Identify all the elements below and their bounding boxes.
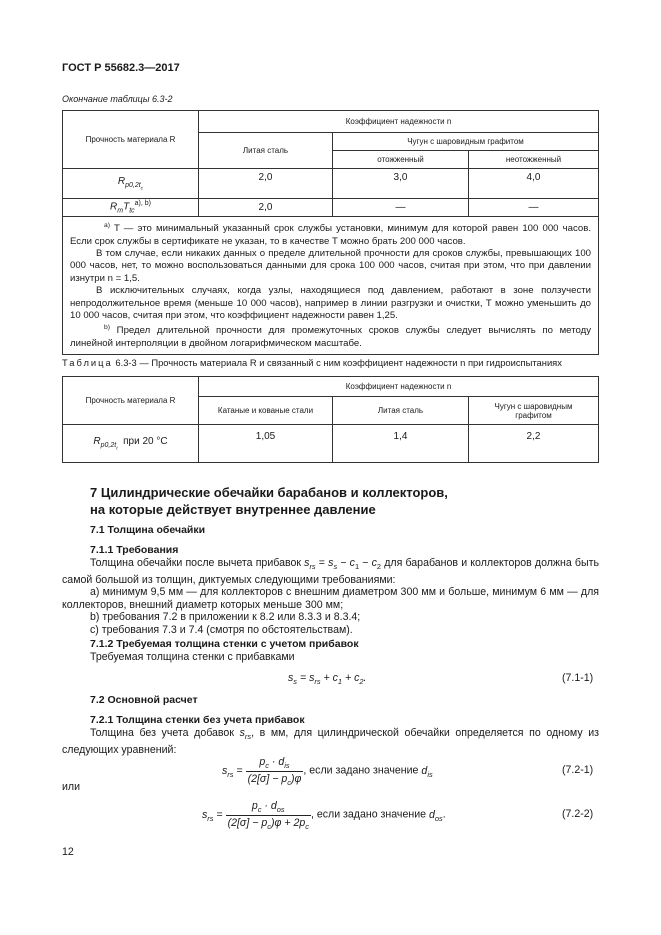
note-a-text-1: T — это минимальный указанный срок службы установки, минимум для которой равен 100 000 часов. Если срок службы в сертификате не указан, то в качестве T можно брать 200 000 часов. [70, 223, 591, 247]
section7-title: 7 Цилиндрические обечайки барабанов и коллекторов, на которые действует внутреннее давление [90, 485, 448, 517]
table2-row-cast-iron: 2,2 [469, 425, 599, 463]
equation-7-2-2-tag: (7.2-2) [562, 808, 594, 820]
table1-col-cast-steel: Литая сталь [199, 133, 333, 169]
table2-row-label: $R_{p0,2t_t}$ при 20 °С [63, 425, 199, 463]
table1-row1-not-annealed: 4,0 [469, 169, 599, 199]
table2-caption: Таблица 6.3-3 — Прочность материала R и связанный с ним коэффициент надежности n при гидроиспытаниях [62, 357, 562, 368]
table1 [62, 110, 599, 355]
section-7-2-1-body: Толщина без учета добавок $s_{rs}$, в мм, для цилиндрической обечайки определяется по одному из следующих уравнений: [62, 727, 600, 756]
section-7-1-2-body: Требуемая толщина стенки с прибавками [90, 651, 295, 663]
equation-7-2-1: $s_{rs}$ = $\frac{p_c \cdot d_{is}}{(2[\sigma] - p_c)\varphi}$ , если задано значение $d_{is}$ [222, 756, 433, 788]
table1-col-coef: Коэффициент надежности n [199, 111, 599, 133]
note-a-text-2: В том случае, если никаких данных о пределе длительной прочности для сроков службы, превышающих 100 000 часов, нет, то можно воспользоваться данными для срока 100 000 часов, считая при этом, что при давлении изнутри n = 1,5. [70, 248, 591, 284]
equation-7-2-2: $s_{rs}$ = $\frac{p_c \cdot d_{os}}{(2[\sigma] - p_c)\varphi + 2p_c}$ , если задано значение $d_{os}$. [202, 800, 446, 832]
table1-col-cast-iron: Чугун с шаровидным графитом [333, 133, 599, 151]
table1-row2-cast-steel: 2,0 [199, 199, 333, 217]
table2-col-coef: Коэффициент надежности n [199, 377, 599, 397]
note-b-text: Предел длительной прочности для промежуточных сроков службы следует вычислять по методу линейной интерполяции в двойном логарифмическом масштабе. [70, 325, 591, 350]
table1-row1-label: $R_{p0,2t_c}$ [63, 169, 199, 199]
table1-notes [63, 217, 599, 355]
or-text: или [62, 781, 81, 793]
section-7-2-heading: 7.2 Основной расчет [90, 694, 198, 706]
note-b-mark: b) [104, 324, 110, 332]
section-7-2-1-heading: 7.2.1 Толщина стенки без учета прибавок [90, 714, 305, 726]
table2-col-cast-iron: Чугун с шаровидным графитом [469, 397, 599, 425]
table1-row2-not-annealed: — [469, 199, 599, 217]
note-a-mark: a) [104, 222, 110, 229]
section-7-1-1-heading: 7.1.1 Требования [90, 544, 179, 556]
note-a-text-3: В исключительных случаях, когда узлы, находящиеся под давлением, работают в зоне ползучести непродолжительное время (меньше 10 000 часов), например в линии разгрузки и очистки, T можно уменьшить до 10 000 часов, считая при этом, что коэффициент надежности равен 1,25. [70, 285, 591, 322]
equation-7-1-1-tag: (7.1-1) [562, 672, 594, 684]
table1-row1-annealed: 3,0 [333, 169, 469, 199]
section-7-1-heading: 7.1 Толщина обечайки [90, 524, 206, 536]
table1-row2-label: $R_mT_{tc}^{a), b)}$ [63, 199, 199, 217]
table2 [62, 376, 599, 463]
table1-row1-cast-steel: 2,0 [199, 169, 333, 199]
requirement-c: c) требования 7.3 и 7.4 (смотря по обстоятельствам). [90, 624, 353, 637]
table1-col-material: Прочность материала R [63, 111, 199, 169]
section-7-1-2-heading: 7.1.2 Требуемая толщина стенки с учетом прибавок [90, 638, 359, 650]
table1-row2-annealed: — [333, 199, 469, 217]
requirement-a: a) минимум 9,5 мм — для коллекторов с внешним диаметром 300 мм и больше, минимум 6 мм — для коллекторов, внешний диаметр которых меньше 300 мм; [62, 586, 599, 611]
table2-col-rolled: Катаные и кованые стали [199, 397, 333, 425]
table2-row-rolled: 1,05 [199, 425, 333, 463]
table2-col-material: Прочность материала R [63, 377, 199, 425]
equation-7-2-1-tag: (7.2-1) [562, 764, 594, 776]
section-7-1-1-body: Толщина обечайки после вычета прибавок $s_{rs} = s_s - c_1 - c_2$ для барабанов и коллекторов должна быть самой большой из толщин, диктуемых следующими требованиями: a) минимум 9,5 мм — для коллекторов с внешним диаметром 300 мм и больше, минимум 6 мм — для коллекторов, внешний диаметр которых меньше 300 мм; b) требования 7.2 в приложении к 8.2 или 8.3.3 и 8.3.4; c) требования 7.3 и 7.4 (смотря по обстоятельствам). [62, 557, 599, 637]
table1-caption: Окончание таблицы 6.3-2 [62, 94, 173, 104]
equation-7-1-1: $s_s = s_{rs} + c_1 + c_2$. [288, 672, 367, 687]
table2-row-cast-steel: 1,4 [333, 425, 469, 463]
requirement-b: b) требования 7.2 в приложении к 8.2 или 8.3.3 и 8.3.4; [90, 611, 361, 624]
page-number: 12 [62, 846, 74, 858]
table2-col-cast-steel: Литая сталь [333, 397, 469, 425]
table1-col-not-annealed: неотожженный [469, 151, 599, 169]
table1-col-annealed: отожженный [333, 151, 469, 169]
document-header: ГОСТ Р 55682.3—2017 [62, 62, 180, 74]
